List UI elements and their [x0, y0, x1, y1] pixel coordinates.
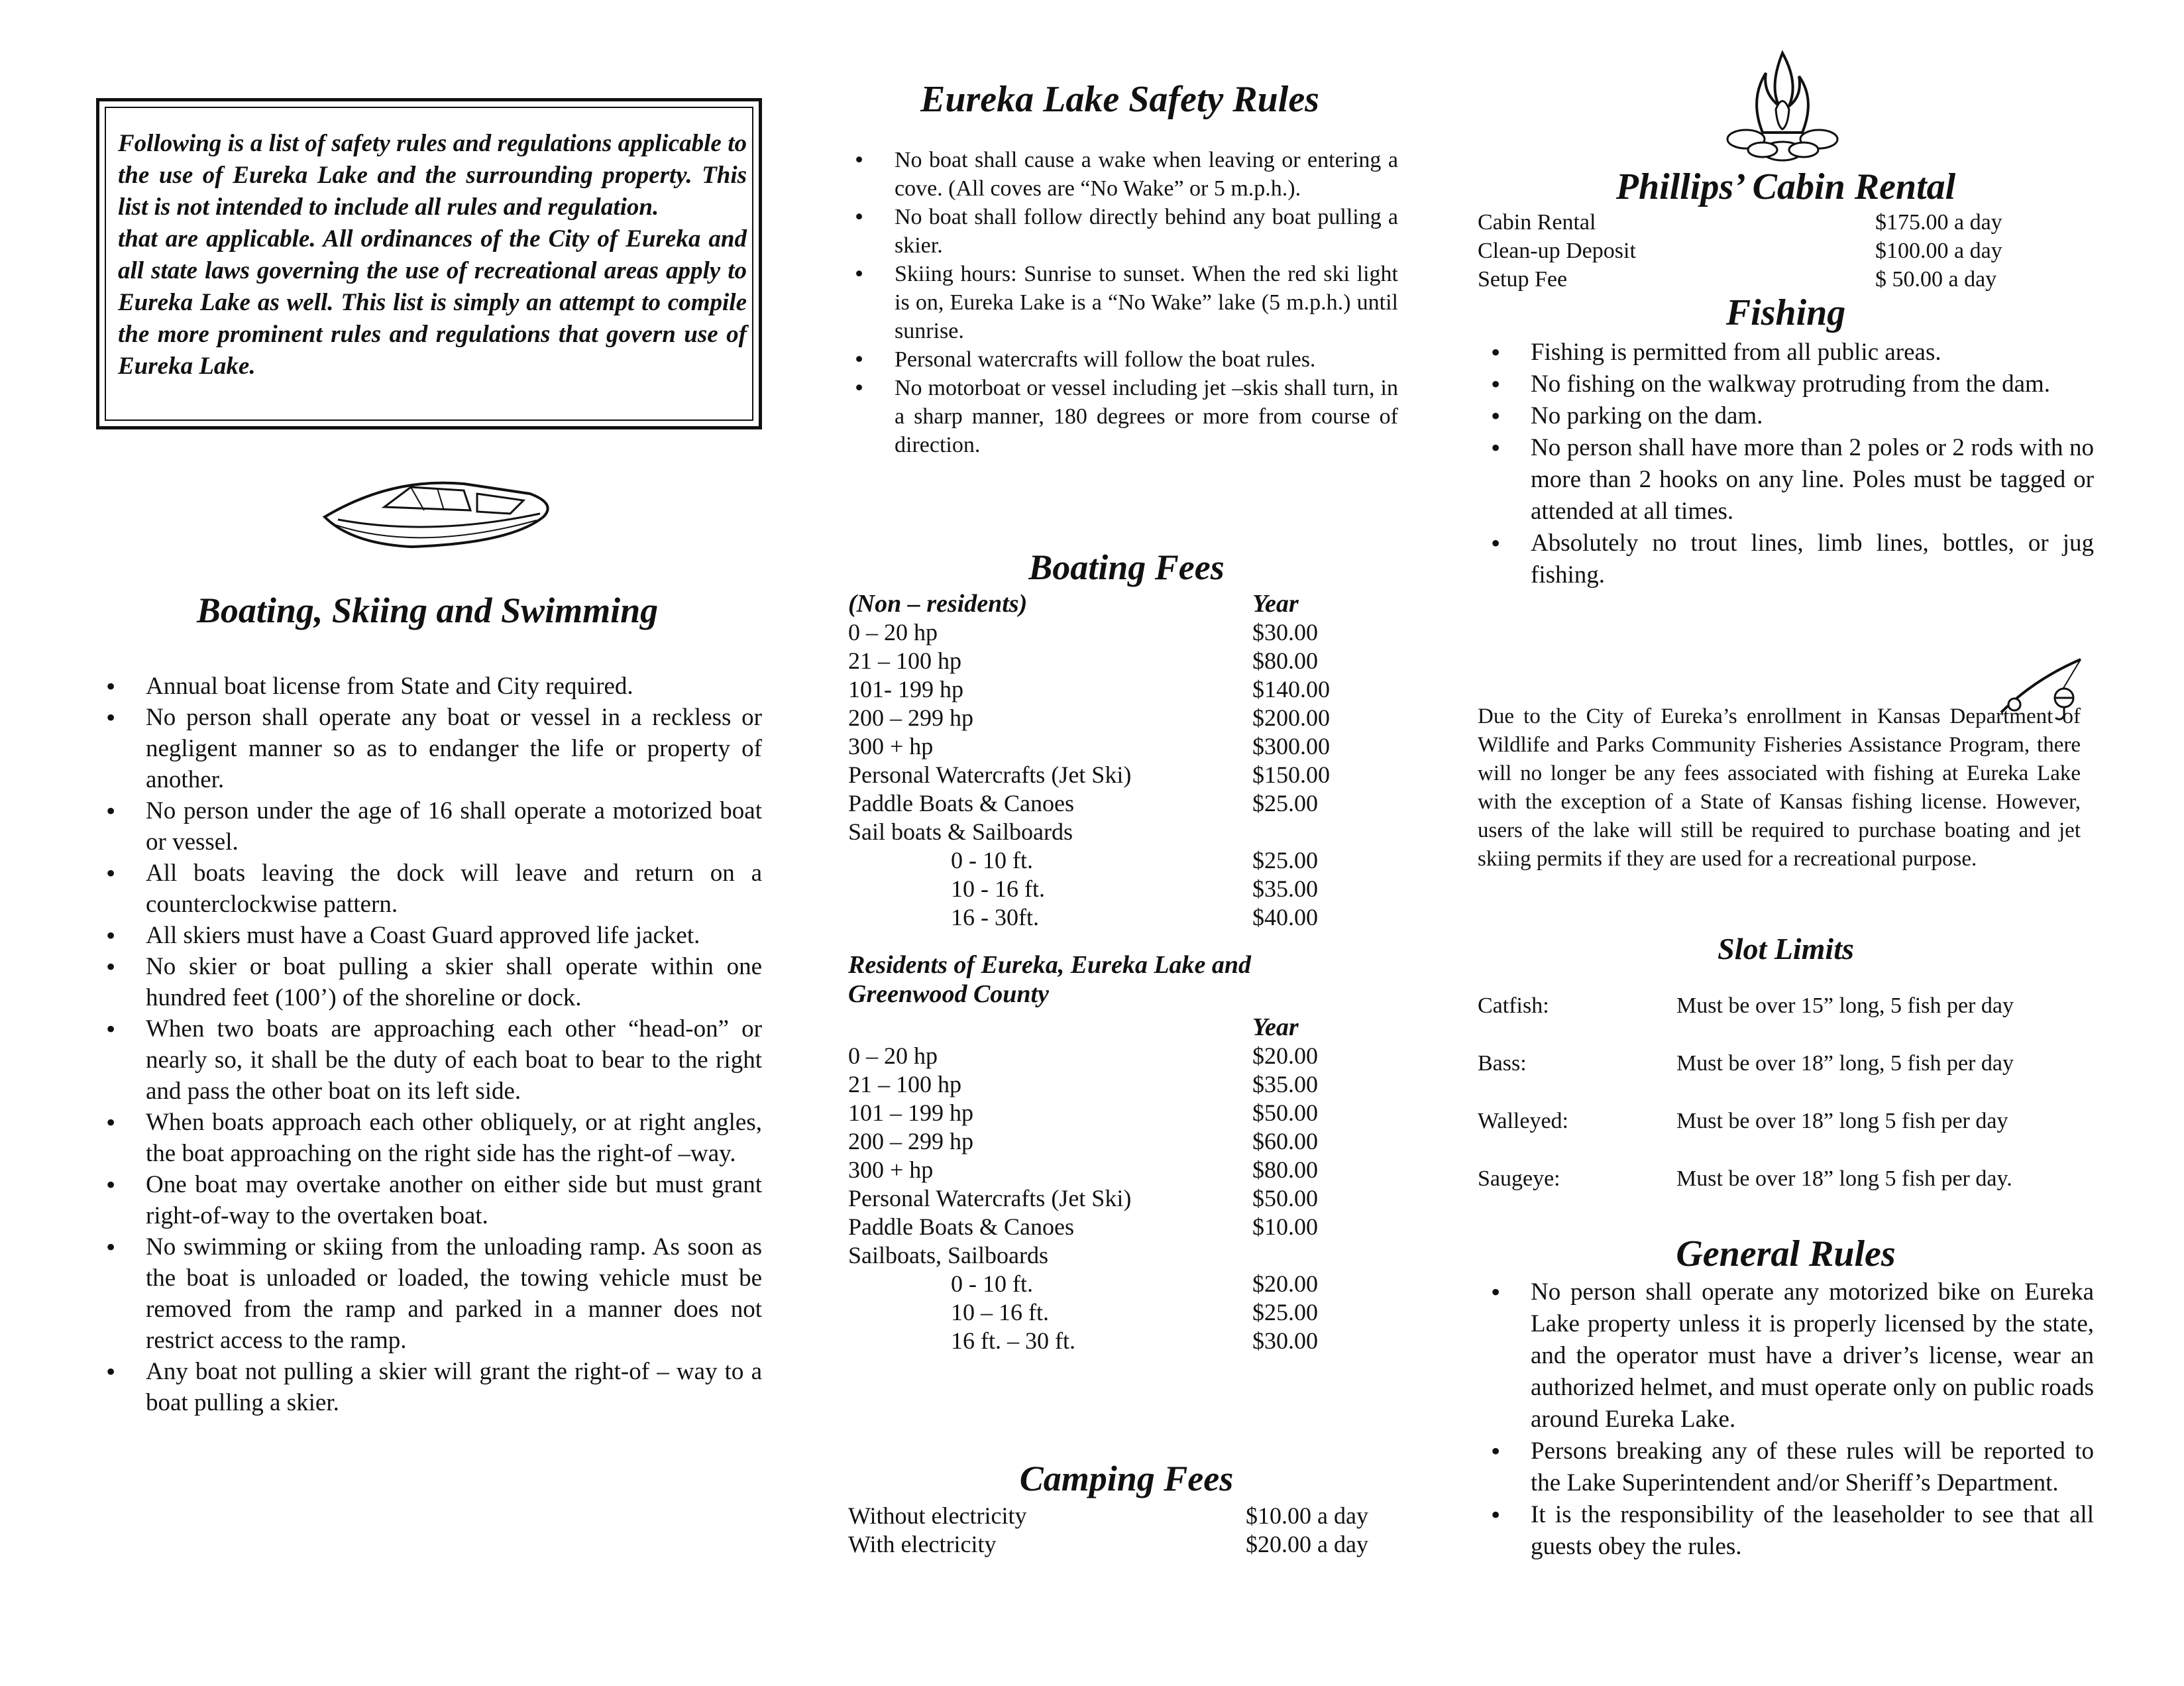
fishing-rule-item: • No fishing on the walkway protruding from the dam. [1478, 368, 2094, 400]
safety-rule-item: • No boat shall follow directly behind any boat pulling a skier. [842, 203, 1398, 260]
resident-fee-row [848, 1184, 1405, 1213]
boating-section [93, 590, 762, 1418]
safety-section [842, 78, 1398, 459]
fishing-rule-item: • Absolutely no trout lines, limb lines, bottles, or jug fishing. [1478, 528, 2094, 591]
resident-fee-row-value: $80.00 [1252, 1156, 1318, 1183]
nonres-fee-row-value: $150.00 [1252, 761, 1330, 788]
nonres-fee-row-label: 0 – 20 hp [848, 619, 938, 646]
resident-fee-row-value: $60.00 [1252, 1128, 1318, 1154]
boating-rule-item: • When boats approach each other obliquely, or at right angles, the boat approaching on the right side has the right-of –way. [93, 1107, 762, 1169]
res-year-row [848, 1013, 1405, 1042]
camping-fee-table [848, 1502, 1405, 1559]
resident-fee-row [848, 1270, 1405, 1298]
motorboat-icon [311, 464, 563, 557]
resident-fee-row [848, 1327, 1405, 1355]
boating-rule-item: • No swimming or skiing from the unloading ramp. As soon as the boat is unloaded or loaded, the towing vehicle must be removed from the ramp and parked in a manner does not restrict access to the ramp. [93, 1231, 762, 1356]
boating-rule-item: • Annual boat license from State and City required. [93, 671, 762, 702]
resident-fee-row [848, 1241, 1405, 1270]
nonres-fee-row-label: Paddle Boats & Canoes [848, 790, 1074, 816]
boating-rule-item: • Any boat not pulling a skier will grant the right-of – way to a boat pulling a skier. [93, 1356, 762, 1418]
camping-fee-row [848, 1502, 1405, 1530]
general-rule-item: • It is the responsibility of the leaseholder to see that all guests obey the rules. [1478, 1499, 2094, 1563]
safety-rules-list [842, 146, 1398, 459]
slot-limits-section [1478, 931, 2094, 1222]
resident-fee-row-label: Sailboats, Sailboards [848, 1242, 1048, 1268]
nonres-fee-row-value: $140.00 [1252, 676, 1330, 702]
resident-fee-row-label: 101 – 199 hp [848, 1099, 973, 1126]
intro-notice-inner [105, 107, 753, 421]
nonres-fee-row-label: 200 – 299 hp [848, 704, 973, 731]
safety-title: Eureka Lake Safety Rules [920, 79, 1319, 120]
slot-limit-row [1478, 1164, 2094, 1193]
resident-fee-row [848, 1099, 1405, 1127]
resident-fee-row-label: 0 - 10 ft. [951, 1270, 1033, 1297]
cabin-fee-row [1478, 208, 2094, 237]
resident-fee-row [848, 1156, 1405, 1184]
boating-rules-list [93, 671, 762, 1418]
nonres-fee-row [848, 675, 1405, 704]
nonres-fee-row [848, 875, 1405, 903]
nonres-fee-row [848, 618, 1405, 647]
cabin-fee-row-value: $175.00 a day [1875, 210, 2002, 235]
intro-notice-text-2: that are applicable. All ordinances of the City of Eureka and all state laws governing the use of recreational areas apply to Eureka Lake as well. This list is simply an attempt to compile the more prominent rules and regulations that govern use of Eureka Lake. [118, 225, 747, 380]
resident-fee-row-value: $35.00 [1252, 1071, 1318, 1097]
slot-limit-row [1478, 991, 2094, 1020]
fishing-rule-item: • Fishing is permitted from all public areas. [1478, 337, 2094, 368]
slot-limits-table [1478, 991, 2094, 1193]
slot-limit-row-label: Bass: [1478, 1051, 1527, 1076]
resident-fee-row-label: Personal Watercrafts (Jet Ski) [848, 1185, 1132, 1211]
nonres-year-label: Year [1252, 590, 1299, 618]
resident-fee-row-label: 0 – 20 hp [848, 1042, 938, 1069]
nonres-header-row [848, 589, 1405, 618]
safety-rule-item: • Personal watercrafts will follow the boat rules. [842, 345, 1398, 374]
camping-fee-row [848, 1530, 1405, 1559]
nonres-fee-row-label: 0 - 10 ft. [951, 847, 1033, 873]
safety-rule-item: • Skiing hours: Sunrise to sunset. When the red ski light is on, Eureka Lake is a “No Wake” lake (5 m.p.h.) until sunrise. [842, 260, 1398, 345]
camping-fee-row-label: Without electricity [848, 1502, 1027, 1529]
resident-fee-table [848, 1042, 1405, 1355]
resident-fee-row [848, 1042, 1405, 1070]
fishing-note-section [1478, 702, 2081, 873]
slot-limits-title: Slot Limits [1718, 932, 1854, 966]
resident-fee-row-label: 10 – 16 ft. [951, 1299, 1049, 1325]
residents-heading: Residents of Eureka, Eureka Lake and Greenwood County [848, 951, 1252, 1008]
nonres-fee-row [848, 647, 1405, 675]
nonres-fee-row [848, 903, 1405, 932]
slot-limit-row-value: Must be over 18” long, 5 fish per day [1676, 1051, 2014, 1076]
cabin-fee-row-label: Cabin Rental [1478, 210, 1596, 235]
nonres-heading: (Non – residents) [848, 590, 1028, 618]
camping-fee-row-value: $10.00 a day [1246, 1502, 1368, 1529]
cabin-title: Phillips’ Cabin Rental [1615, 166, 1956, 207]
boating-rule-item: • No person shall operate any boat or vessel in a reckless or negligent manner so as to endanger the life or property of another. [93, 702, 762, 795]
resident-fee-row-label: 200 – 299 hp [848, 1128, 973, 1154]
resident-fee-row [848, 1127, 1405, 1156]
general-rules-title: General Rules [1676, 1233, 1896, 1274]
nonres-fee-row [848, 704, 1405, 732]
slot-limit-row-label: Walleyed: [1478, 1109, 1568, 1133]
resident-fee-row-label: 300 + hp [848, 1156, 934, 1183]
fishing-note: Due to the City of Eureka’s enrollment in Kansas Department of Wildlife and Parks Community Fisheries Assistance Program, there will no longer be any fees associated with fishing at Eureka Lake with the exception of a State of Kansas fishing license. However, users of the lake will still be required to purchase boating and jet skiing permits if they are used for a recreational purpose. [1478, 704, 2081, 871]
nonres-fee-row-label: 101- 199 hp [848, 676, 963, 702]
boating-rule-item: • One boat may overtake another on either side but must grant right-of-way to the overtaken boat. [93, 1169, 762, 1231]
slot-limit-row [1478, 1049, 2094, 1078]
general-rule-item: • Persons breaking any of these rules will be reported to the Lake Superintendent and/or Sheriff’s Department. [1478, 1435, 2094, 1499]
cabin-fee-row-value: $ 50.00 a day [1875, 267, 1997, 292]
slot-limit-row [1478, 1107, 2094, 1135]
boating-title: Boating, Skiing and Swimming [196, 590, 659, 630]
nonres-fee-row-value: $80.00 [1252, 647, 1318, 674]
nonres-fee-row [848, 846, 1405, 875]
cabin-fee-table [1478, 208, 2094, 294]
nonres-fee-row [848, 761, 1405, 789]
resident-fee-row-value: $20.00 [1252, 1042, 1318, 1069]
nonres-fee-row-value: $200.00 [1252, 704, 1330, 731]
nonres-fee-row [848, 732, 1405, 761]
nonres-fee-row-label: Personal Watercrafts (Jet Ski) [848, 761, 1132, 788]
nonres-fee-row-label: 300 + hp [848, 733, 934, 759]
cabin-fee-row-label: Clean-up Deposit [1478, 239, 1636, 263]
resident-fee-row-value: $25.00 [1252, 1299, 1318, 1325]
safety-rule-item: • No boat shall cause a wake when leaving or entering a cove. (All coves are “No Wake” or 5 m.p.h.). [842, 146, 1398, 203]
resident-fee-row-value: $10.00 [1252, 1213, 1318, 1240]
res-year-label: Year [1252, 1013, 1299, 1041]
slot-limit-row-value: Must be over 15” long, 5 fish per day [1676, 993, 2014, 1018]
resident-fee-row [848, 1213, 1405, 1241]
fishing-title: Fishing [1725, 292, 1846, 333]
nonres-fee-row-value: $35.00 [1252, 875, 1318, 902]
boating-fees-title: Boating Fees [1028, 547, 1225, 587]
nonres-fee-row-value: $300.00 [1252, 733, 1330, 759]
cabin-fee-row-value: $100.00 a day [1875, 239, 2002, 263]
nonres-fee-row [848, 789, 1405, 818]
slot-limit-row-label: Saugeye: [1478, 1166, 1560, 1191]
nonres-fee-row-label: Sail boats & Sailboards [848, 818, 1073, 845]
nonres-fee-row-value: $25.00 [1252, 847, 1318, 873]
boating-rule-item: • All skiers must have a Coast Guard approved life jacket. [93, 920, 762, 951]
nonres-fee-row-label: 21 – 100 hp [848, 647, 961, 674]
safety-rule-item: • No motorboat or vessel including jet –skis shall turn, in a sharp manner, 180 degrees or more from course of direction. [842, 374, 1398, 459]
boating-fees-section [848, 547, 1405, 1355]
cabin-section [1478, 166, 2094, 294]
nonres-fee-row-value: $25.00 [1252, 790, 1318, 816]
resident-fee-row-value: $20.00 [1252, 1270, 1318, 1297]
slot-limit-row-value: Must be over 18” long 5 fish per day. [1676, 1166, 2012, 1191]
slot-limit-row-value: Must be over 18” long 5 fish per day [1676, 1109, 2008, 1133]
resident-fee-row-value [1252, 1241, 1405, 1270]
cabin-fee-row-label: Setup Fee [1478, 267, 1568, 292]
resident-fee-row [848, 1070, 1405, 1099]
intro-notice-box [96, 98, 762, 429]
camping-title: Camping Fees [1019, 1459, 1234, 1498]
general-rules-list [1478, 1276, 2094, 1563]
nonres-fee-row-value: $30.00 [1252, 619, 1318, 646]
resident-fee-row-value: $50.00 [1252, 1185, 1318, 1211]
resident-fee-row-label: Paddle Boats & Canoes [848, 1213, 1074, 1240]
resident-fee-row-label: 21 – 100 hp [848, 1071, 961, 1097]
boating-rule-item: • No skier or boat pulling a skier shall operate within one hundred feet (100’) of the shoreline or dock. [93, 951, 762, 1013]
general-rule-item: • No person shall operate any motorized bike on Eureka Lake property unless it is properly licensed by the state, and the operator must have a driver’s license, wear an authorized helmet, and must operate only on public roads around Eureka Lake. [1478, 1276, 2094, 1435]
nonres-fee-row-value [1252, 818, 1405, 846]
resident-fee-row [848, 1298, 1405, 1327]
resident-fee-row-label: 16 ft. – 30 ft. [951, 1327, 1075, 1354]
general-rules-section [1478, 1233, 2094, 1563]
boating-rule-item: • When two boats are approaching each other “head-on” or nearly so, it shall be the duty of each boat to bear to the right and pass the other boat on its left side. [93, 1013, 762, 1107]
boating-rule-item: • No person under the age of 16 shall operate a motorized boat or vessel. [93, 795, 762, 858]
camping-section [848, 1458, 1405, 1559]
cabin-fee-row [1478, 265, 2094, 294]
fishing-section [1478, 292, 2094, 591]
nonres-fee-row-value: $40.00 [1252, 904, 1318, 930]
intro-notice-text-1: Following is a list of safety rules and regulations applicable to the use of Eureka Lake and the surrounding property. This list is not intended to include all rules and regulation. [118, 130, 747, 221]
cabin-fee-row [1478, 237, 2094, 265]
nonres-fee-row-label: 10 - 16 ft. [951, 875, 1045, 902]
resident-fee-row-value: $50.00 [1252, 1099, 1318, 1126]
boating-rule-item: • All boats leaving the dock will leave and return on a counterclockwise pattern. [93, 858, 762, 920]
fishing-rule-item: • No parking on the dam. [1478, 400, 2094, 432]
fishing-rule-item: • No person shall have more than 2 poles or 2 rods with no more than 2 hooks on any line. Poles must be tagged or attended at all times. [1478, 432, 2094, 528]
camping-fee-row-value: $20.00 a day [1246, 1531, 1368, 1557]
nonres-fee-table [848, 618, 1405, 932]
slot-limit-row-label: Catfish: [1478, 993, 1549, 1018]
campfire-icon [1716, 46, 1849, 166]
camping-fee-row-label: With electricity [848, 1531, 997, 1557]
nonres-fee-row [848, 818, 1405, 846]
nonres-fee-row-label: 16 - 30ft. [951, 904, 1039, 930]
fishing-rules-list [1478, 337, 2094, 591]
resident-fee-row-value: $30.00 [1252, 1327, 1318, 1354]
